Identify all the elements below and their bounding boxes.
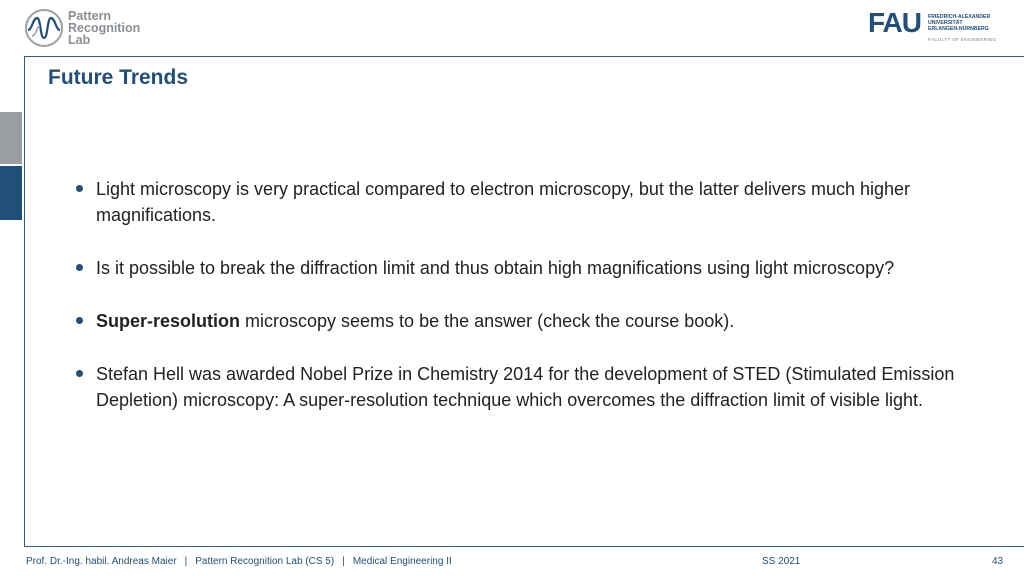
bullet-text: Light microscopy is very practical compared to electron microscopy, but the latter delivers much higher magnifications.: [96, 179, 911, 225]
section-marker-blue: [0, 166, 22, 220]
section-marker-gray: [0, 112, 22, 164]
lab-logo-text: [68, 10, 140, 46]
fau-line: ERLANGEN-NÜRNBERG: [928, 26, 989, 32]
fau-line: UNIVERSITÄT: [928, 20, 963, 26]
frame-divider-top: [24, 56, 1024, 57]
pattern-recognition-lab-logo: [24, 8, 140, 48]
bullet-text: Stefan Hell was awarded Nobel Prize in Chemistry 2014 for the development of STED (Stimulated Emission Depletion) microscopy: A super-resolution technique which overcomes the diffraction limit of visible light.: [96, 364, 955, 410]
footer-separator: |: [342, 556, 345, 567]
lab-logo-line: Recognition: [68, 21, 141, 35]
bullet-item: [74, 176, 1014, 228]
bullet-item: [74, 255, 1014, 281]
fau-logo: [868, 8, 1008, 46]
fau-mark: FAU: [868, 7, 921, 38]
bullet-list: [74, 176, 1014, 440]
footer-date: SS 2021: [762, 556, 801, 567]
bullet-bold-text: Super-resolution: [96, 311, 241, 331]
fau-line: FRIEDRICH-ALEXANDER: [928, 14, 991, 20]
page-number: 43: [992, 556, 1004, 567]
lab-logo-icon: [24, 8, 64, 48]
lab-logo-line: Pattern: [68, 9, 112, 23]
bullet-text: Is it possible to break the diffraction limit and thus obtain high magnifications using light microscopy?: [96, 258, 895, 278]
frame-divider-bottom: [24, 546, 1024, 547]
footer-lab: Pattern Recognition Lab (CS 5): [195, 556, 335, 567]
bullet-text: microscopy seems to be the answer (check the course book).: [240, 311, 735, 331]
fau-faculty: FACULTY OF ENGINEERING: [928, 38, 997, 43]
footer-author: Prof. Dr.-Ing. habil. Andreas Maier: [26, 556, 177, 567]
frame-divider-left: [24, 56, 25, 546]
lab-logo-line: Lab: [68, 33, 91, 47]
slide-footer: [26, 556, 1006, 567]
slide-header: [0, 0, 1024, 56]
footer-separator: |: [184, 556, 188, 567]
footer-course: Medical Engineering II: [352, 556, 452, 567]
slide-title: Future Trends: [48, 66, 189, 89]
bullet-item: [74, 361, 1014, 413]
bullet-item: [74, 308, 1014, 334]
fau-university-name: [928, 14, 990, 32]
